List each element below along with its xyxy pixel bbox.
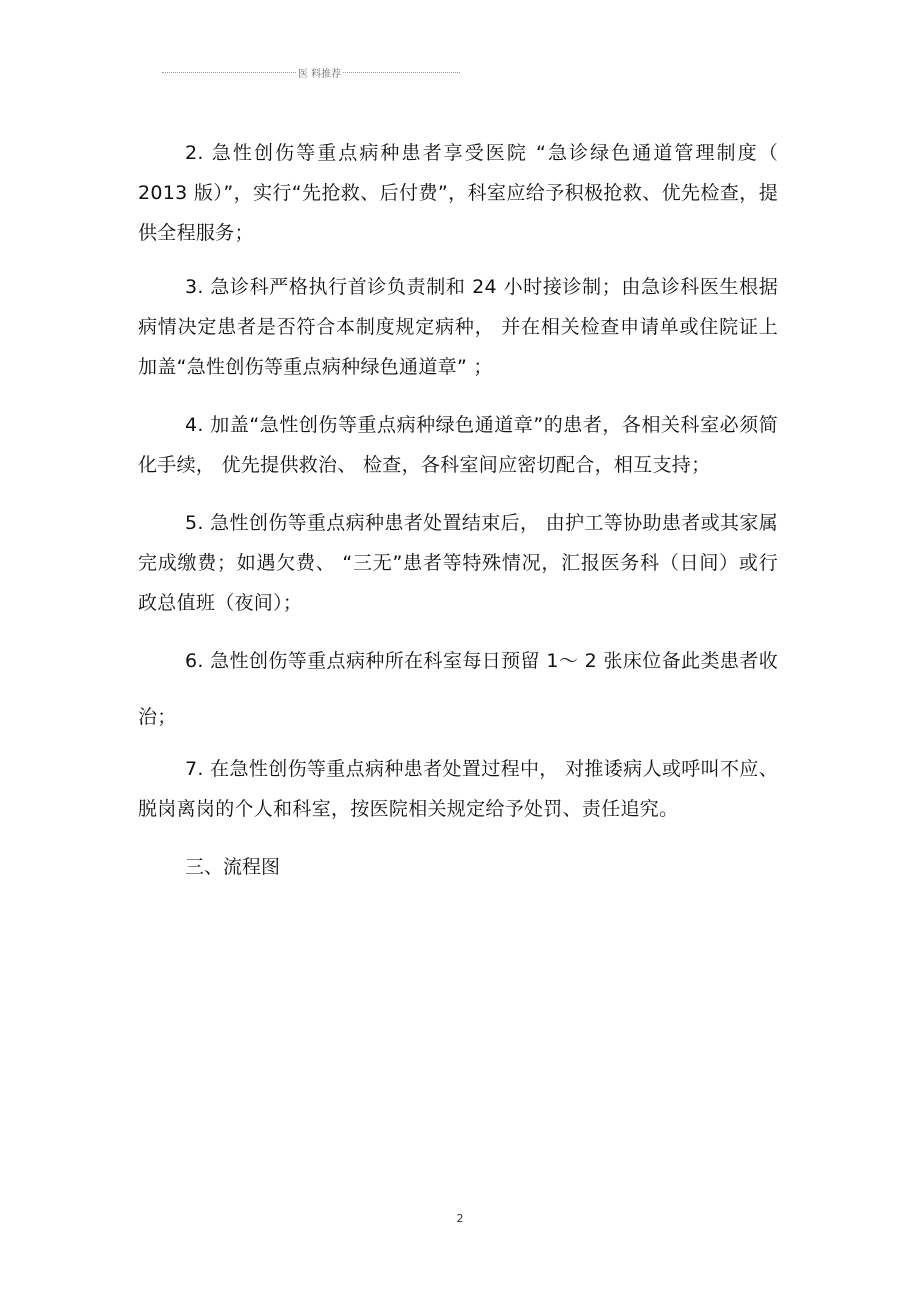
paragraph-item-4: 4. 加盖“急性创伤等重点病种绿色通道章”的患者，各相关科室必须简化手续， 优先提供救治、 检查，各科室间应密切配合，相互支持； (138, 414, 778, 476)
header-title: 医 料推荐 (298, 68, 342, 80)
paragraph-item-6: 6. 急性创伤等重点病种所在科室每日预留 1～ 2 张床位备此类患者收治； (138, 650, 778, 728)
section-heading: 三、流程图 (185, 856, 281, 878)
page-header (162, 62, 460, 82)
paragraph-item-7: 7. 在急性创伤等重点病种患者处置过程中， 对推诿病人或呼叫不应、脱岗离岗的个人和科室，按医院相关规定给予处罚、责任追究。 (138, 758, 778, 820)
paragraph-item-2: 2. 急性创伤等重点病种患者享受医院 “急诊绿色通道管理制度（ 2013 版）”，实行“先抢救、后付费”，科室应给予积极抢救、优先检查，提供全程服务； (138, 142, 778, 244)
page-number: 2 (456, 1212, 464, 1225)
paragraph-item-5: 5. 急性创伤等重点病种患者处置结束后， 由护工等协助患者或其家属完成缴费；如遇欠费、 “三无”患者等特殊情况，汇报医务科（日间）或行政总值班（夜间）； (138, 512, 778, 614)
paragraph-item-3: 3. 急诊科严格执行首诊负责制和 24 小时接诊制；由急诊科医生根据病情决定患者是否符合本制度规定病种， 并在相关检查申请单或住院证上加盖“急性创伤等重点病种绿色通道章” ； (138, 276, 778, 378)
document-body (138, 133, 778, 887)
header-rule-left (162, 72, 296, 73)
header-rule-right (343, 72, 460, 73)
